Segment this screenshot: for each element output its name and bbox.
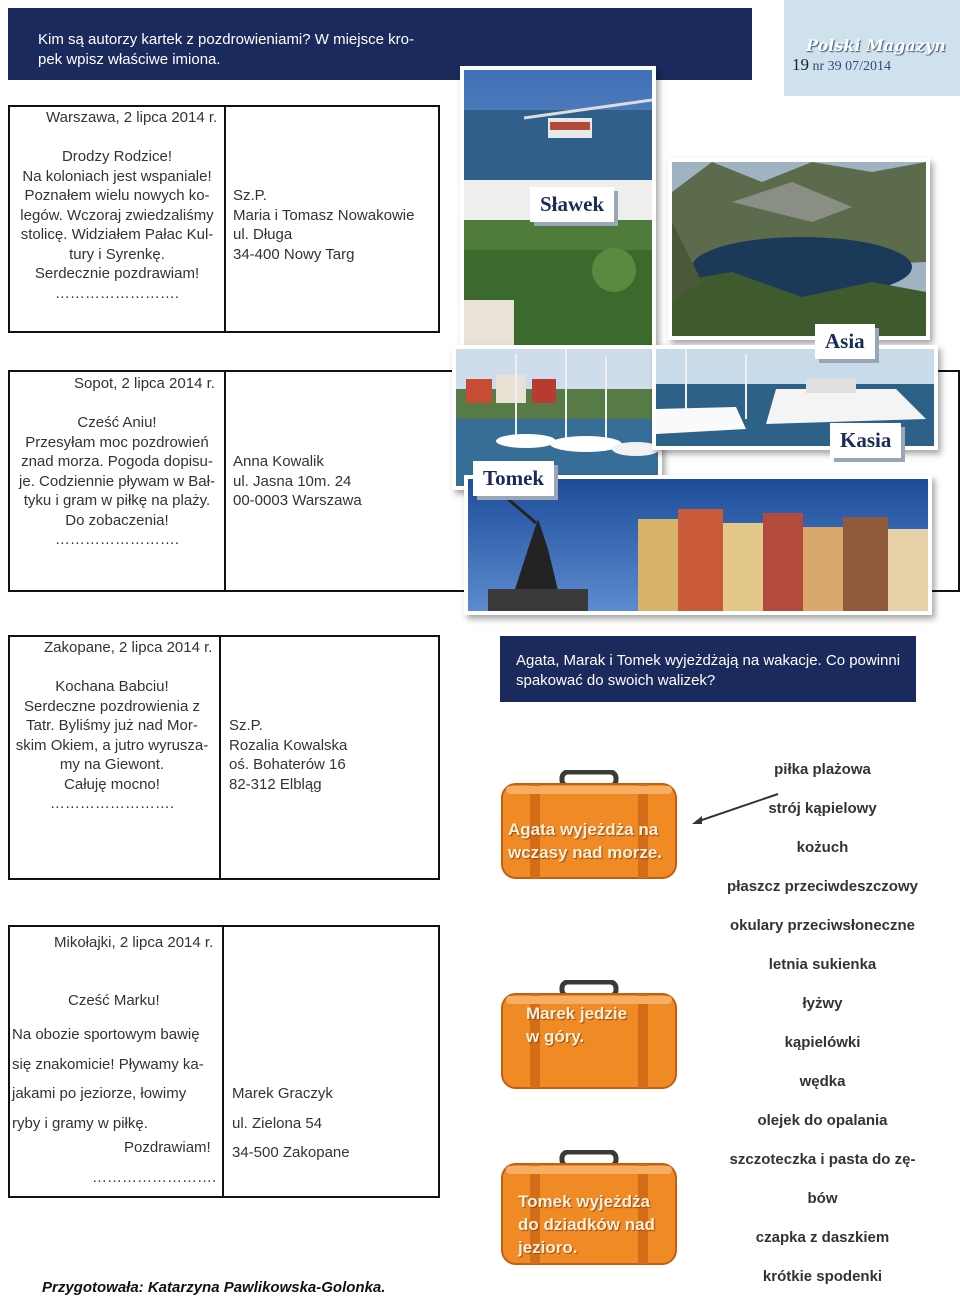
postcard-line: my na Giewont. — [59, 756, 165, 773]
item-word[interactable]: krótkie spodenki — [762, 1268, 883, 1285]
address-line: Sz.P. — [229, 717, 263, 734]
address-line: 34-400 Nowy Targ — [233, 245, 355, 263]
postcard-greeting: Cześć Marku! — [68, 992, 160, 1009]
postcard-line: skim Okiem, a jutro wyrusza- — [15, 736, 209, 754]
item-word[interactable]: olejek do opalania — [757, 1112, 888, 1129]
item-word[interactable]: wędka — [799, 1073, 846, 1090]
address-line: 82-312 Elbląg — [229, 775, 322, 793]
address-line: Marek Graczyk — [232, 1085, 333, 1102]
postcard-line: tury i Syrenkę. — [69, 245, 165, 263]
item-word[interactable]: strój kąpielowy — [768, 800, 877, 817]
postcard-line: Na obozie sportowym bawię — [12, 1026, 200, 1043]
postcard-line: Poznałem wielu nowych ko- — [24, 187, 210, 204]
postcard-line: Przesyłam moc pozdrowień — [25, 433, 209, 451]
photo-label-asia: Asia — [815, 324, 875, 359]
photo-label-tomek: Tomek — [473, 461, 554, 496]
item-word[interactable]: czapka z daszkiem — [755, 1229, 890, 1246]
suitcase-marek-label: Marek jedzie w góry. — [526, 1004, 628, 1046]
postcard-message — [12, 677, 212, 814]
address-line: ul. Długa — [233, 226, 293, 243]
postcard-date: Sopot, 2 lipca 2014 r. — [74, 375, 215, 392]
item-word[interactable]: szczoteczka i pasta do zę- — [729, 1151, 916, 1168]
item-word[interactable]: płaszcz przeciwdeszczowy — [727, 878, 918, 895]
author-credit: Przygotowała: Katarzyna Pawlikowska-Golonka. — [42, 1279, 386, 1296]
item-word[interactable]: łyżwy — [802, 995, 843, 1012]
postcard-address — [233, 452, 362, 511]
postcard-closing: Serdecznie pozdrawiam! — [34, 265, 200, 282]
postcard-line: stolicę. Widziałem Pałac Kul- — [20, 226, 214, 243]
instruction-line-2: pek wpisz właściwe imiona. — [38, 51, 221, 68]
postcard-message — [12, 147, 222, 303]
address-line: Anna Kowalik — [233, 453, 324, 470]
postcard-divider — [224, 107, 226, 331]
postcard-greeting: Kochana Babciu! — [55, 678, 169, 695]
postcard-date: Zakopane, 2 lipca 2014 r. — [44, 639, 213, 656]
item-word[interactable]: okulary przeciwsłoneczne — [729, 917, 916, 934]
postcard-line: ryby i gramy w piłkę. — [12, 1114, 148, 1132]
address-line: ul. Zielona 54 — [232, 1114, 323, 1132]
signature-blank[interactable]: ……………………. — [54, 284, 180, 302]
magazine-title: Polski Magazyn — [806, 36, 946, 55]
postcard-line: się znakomicie! Pływamy ka- — [12, 1055, 204, 1073]
postcard-address — [232, 1079, 350, 1168]
postcard-closing: Pozdrawiam! — [124, 1139, 211, 1156]
postcard-date: Warszawa, 2 lipca 2014 r. — [46, 109, 218, 126]
address-line: 00-0003 Warszawa — [233, 492, 362, 509]
signature-blank[interactable]: ……………………. — [92, 1169, 217, 1186]
task-question: Agata, Marak i Tomek wyjeżdżają na wakacje. Co powinni spakować do swoich walizek? — [500, 636, 916, 702]
postcard-divider — [222, 927, 224, 1196]
address-line: Sz.P. — [233, 187, 267, 204]
postcard-greeting: Cześć Aniu! — [77, 414, 157, 431]
item-word[interactable]: kąpielówki — [784, 1034, 861, 1051]
postcard-divider — [224, 372, 226, 590]
postcard-line: jakami po jeziorze, łowimy — [12, 1085, 187, 1102]
postcard-address — [229, 716, 347, 794]
suitcase-tomek-label: Tomek wyjeżdża do dziadków nad jezioro. — [518, 1192, 655, 1257]
instruction-line-1: Kim są autorzy kartek z pozdrowieniami? W miejsce kro- — [38, 31, 414, 48]
item-word[interactable]: kożuch — [796, 839, 849, 856]
address-line: 34-500 Zakopane — [232, 1144, 350, 1161]
postcard-line: znad morza. Pogoda dopisu- — [21, 453, 213, 470]
address-line: ul. Jasna 10m. 24 — [233, 472, 352, 490]
postcard-line: tyku i gram w piłkę na plaży. — [23, 492, 211, 509]
photo-label-kasia: Kasia — [830, 423, 901, 458]
address-line: Rozalia Kowalska — [229, 736, 348, 754]
signature-blank[interactable]: ……………………. — [54, 531, 180, 548]
postcard-line: Serdeczne pozdrowienia z — [24, 697, 200, 715]
postcard-message — [12, 1020, 213, 1138]
postcard-line: legów. Wczoraj zwiedzaliśmy — [20, 206, 214, 224]
postcard-greeting: Drodzy Rodzice! — [61, 148, 173, 165]
issue-number: nr 39 07/2014 — [812, 59, 892, 74]
page-number: 19 — [792, 55, 809, 74]
suitcase-agata-label: Agata wyjeżdża na wczasy nad morze. — [508, 820, 663, 862]
postcard-line: Na koloniach jest wspaniale! — [22, 167, 212, 185]
issue-info — [792, 55, 891, 75]
instruction-text — [38, 30, 468, 70]
photo-sopot-pier — [460, 66, 656, 386]
item-word[interactable]: bów — [807, 1190, 838, 1207]
postcard-message — [12, 413, 222, 550]
photo-label-slawek: Sławek — [530, 187, 614, 222]
photo-tatry-lake — [668, 158, 930, 340]
item-word[interactable]: piłka plażowa — [774, 761, 871, 778]
postcard-date: Mikołajki, 2 lipca 2014 r. — [54, 934, 214, 951]
postcard-closing: Do zobaczenia! — [65, 511, 169, 529]
postcard-closing: Całuję mocno! — [64, 775, 160, 793]
postcard-line: Tatr. Byliśmy już nad Mor- — [26, 717, 198, 734]
signature-blank[interactable]: ……………………. — [49, 795, 175, 812]
postcard-line: je. Codziennie pływam w Bał- — [19, 472, 215, 490]
address-line: Maria i Tomasz Nowakowie — [233, 206, 415, 224]
item-word[interactable]: letnia sukienka — [768, 956, 877, 973]
photo-warsaw-oldtown — [464, 475, 932, 615]
postcard-address — [233, 186, 414, 264]
address-line: oś. Bohaterów 16 — [229, 756, 346, 773]
postcard-divider — [219, 637, 221, 878]
